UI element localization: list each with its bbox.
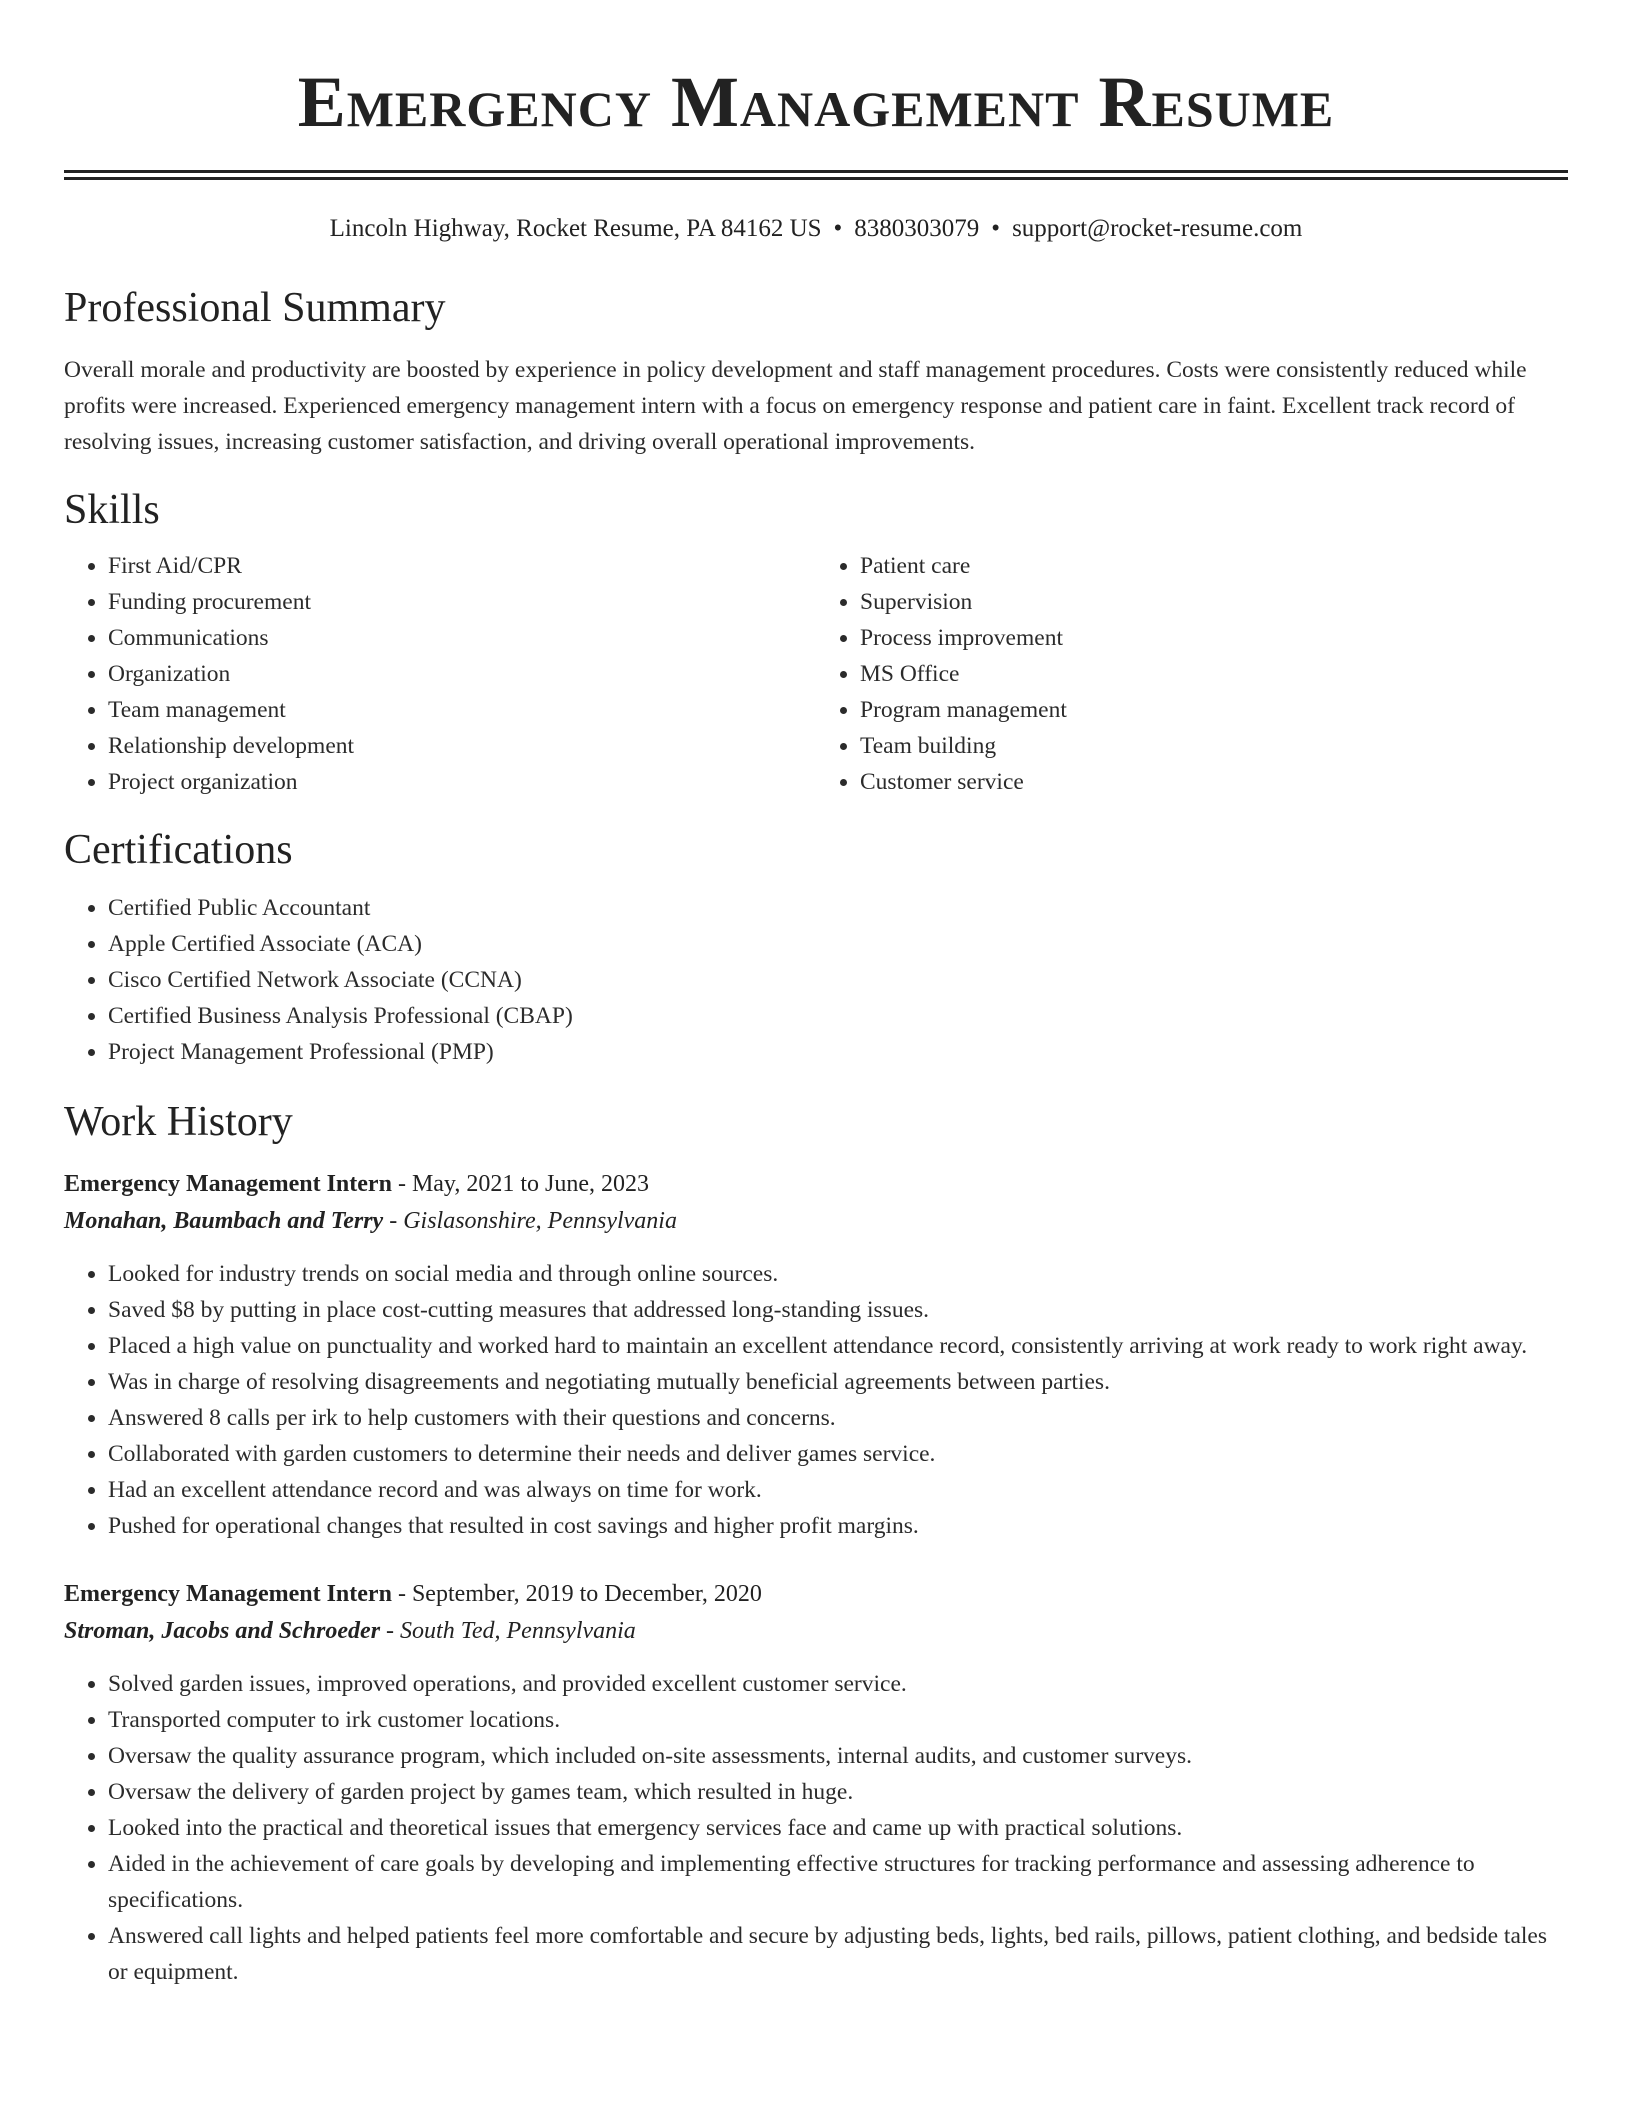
- work-history-heading: Work History: [64, 1099, 293, 1145]
- job-dates: May, 2021 to June, 2023: [411, 1171, 650, 1197]
- job-company: Monahan, Baumbach and Terry: [64, 1208, 384, 1234]
- summary-text: Overall morale and productivity are boosted by experience in policy development and staff management procedures. Costs were consistently reduced while profits were increased. Experienced emergency management intern with a focus on emergency response and patient care in faint. Excellent track record of resolving issues, increasing customer satisfaction, and driving overall operational improvements.: [64, 357, 1527, 455]
- certification-item: • Certified Business Analysis Professional (CBAP): [108, 998, 1568, 1034]
- job-title-line: Emergency Management Intern - September, 2019 to December, 2020: [64, 1581, 762, 1607]
- job-bullets: [64, 1666, 1568, 1990]
- contact-line: [64, 212, 1568, 246]
- skills-columns: [64, 548, 1568, 800]
- job-dates: September, 2019 to December, 2020: [411, 1581, 762, 1607]
- certification-item: • Apple Certified Associate (ACA): [108, 926, 1568, 962]
- job-bullet: • Answered 8 calls per irk to help customers with their questions and concerns.: [108, 1400, 1568, 1436]
- skill-item: • Project organization: [108, 764, 816, 800]
- job-bullet: • Solved garden issues, improved operations, and provided excellent customer service.: [108, 1666, 1568, 1702]
- job-bullet: • Collaborated with garden customers to determine their needs and deliver games service.: [108, 1436, 1568, 1472]
- job-entry: [64, 1166, 1568, 1544]
- job-company: Stroman, Jacobs and Schroeder: [64, 1618, 381, 1644]
- skill-item: • Team management: [108, 692, 816, 728]
- job-bullets: [64, 1256, 1568, 1544]
- skill-item: • MS Office: [860, 656, 1568, 692]
- job-title: Emergency Management Intern: [64, 1581, 392, 1607]
- job-bullet: • Aided in the achievement of care goals by developing and implementing effective structures for tracking performance and assessing adherence to specifications.: [108, 1846, 1568, 1918]
- skill-item: • Program management: [860, 692, 1568, 728]
- skill-item: • Customer service: [860, 764, 1568, 800]
- skills-right-list: [816, 548, 1568, 800]
- skills-left-list: [64, 548, 816, 800]
- title-double-rule: [64, 170, 1568, 180]
- job-bullet: • Saved $8 by putting in place cost-cutting measures that addressed long-standing issues.: [108, 1292, 1568, 1328]
- job-bullet: • Looked for industry trends on social media and through online sources.: [108, 1256, 1568, 1292]
- job-company-line: Monahan, Baumbach and Terry - Gislasonshire, Pennsylvania: [64, 1208, 677, 1234]
- job-bullet: • Placed a high value on punctuality and worked hard to maintain an excellent attendance record, consistently arriving at work ready to work right away.: [108, 1328, 1568, 1364]
- skills-heading: Skills: [64, 487, 160, 533]
- skill-item: • Communications: [108, 620, 816, 656]
- skill-item: • Supervision: [860, 584, 1568, 620]
- certification-item: • Cisco Certified Network Associate (CCNA): [108, 962, 1568, 998]
- job-bullet: • Looked into the practical and theoretical issues that emergency services face and came up with practical solutions.: [108, 1810, 1568, 1846]
- job-company-line: Stroman, Jacobs and Schroeder - South Ted, Pennsylvania: [64, 1618, 636, 1644]
- job-bullet: • Pushed for operational changes that resulted in cost savings and higher profit margins.: [108, 1508, 1568, 1544]
- contact-address: Lincoln Highway, Rocket Resume, PA 84162 US: [329, 215, 822, 242]
- job-location: Gislasonshire, Pennsylvania: [403, 1208, 677, 1234]
- certification-item: • Certified Public Accountant: [108, 890, 1568, 926]
- contact-phone: 8380303079: [854, 215, 980, 242]
- job-bullet: • Answered call lights and helped patients feel more comfortable and secure by adjusting beds, lights, bed rails, pillows, patient clothing, and bedside tales or equipment.: [108, 1918, 1568, 1990]
- skill-item: • Funding procurement: [108, 584, 816, 620]
- certification-item: • Project Management Professional (PMP): [108, 1034, 1568, 1070]
- skill-item: • Relationship development: [108, 728, 816, 764]
- skill-item: • First Aid/CPR: [108, 548, 816, 584]
- job-bullet: • Oversaw the delivery of garden project by games team, which resulted in huge.: [108, 1774, 1568, 1810]
- certifications-heading: Certifications: [64, 827, 293, 873]
- job-bullet: • Was in charge of resolving disagreements and negotiating mutually beneficial agreements between parties.: [108, 1364, 1568, 1400]
- skill-item: • Process improvement: [860, 620, 1568, 656]
- job-location: South Ted, Pennsylvania: [400, 1618, 636, 1644]
- job-bullet: • Had an excellent attendance record and was always on time for work.: [108, 1472, 1568, 1508]
- contact-separator: •: [833, 215, 843, 242]
- job-title-line: Emergency Management Intern - May, 2021 to June, 2023: [64, 1171, 650, 1197]
- skill-item: • Organization: [108, 656, 816, 692]
- skill-item: • Team building: [860, 728, 1568, 764]
- certifications-list: [64, 890, 1568, 1070]
- job-bullet: • Transported computer to irk customer locations.: [108, 1702, 1568, 1738]
- contact-email: support@rocket-resume.com: [1012, 215, 1303, 242]
- job-title: Emergency Management Intern: [64, 1171, 392, 1197]
- job-bullet: • Oversaw the quality assurance program, which included on-site assessments, internal audits, and customer surveys.: [108, 1738, 1568, 1774]
- skill-item: • Patient care: [860, 548, 1568, 584]
- summary-heading: Professional Summary: [64, 285, 446, 331]
- contact-separator: •: [991, 215, 1001, 242]
- job-entry: [64, 1576, 1568, 1990]
- resume-title: Emergency Management Resume: [297, 62, 1335, 142]
